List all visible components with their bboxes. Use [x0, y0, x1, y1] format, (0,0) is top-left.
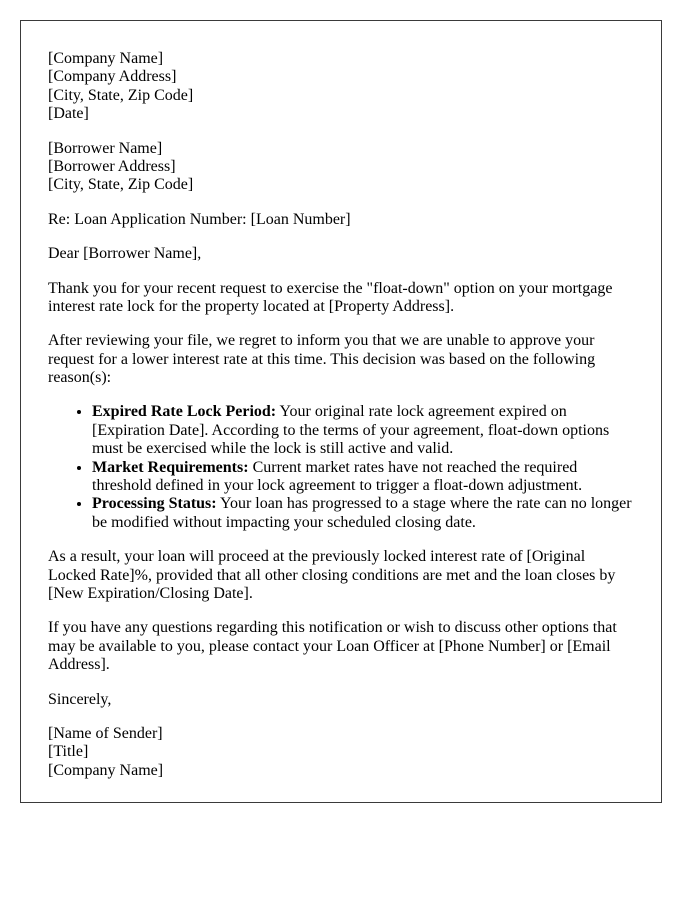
- paragraph-request-acknowledgement: Thank you for your recent request to exercise the "float-down" option on your mortgage interest rate lock for the property located at [Property Address].: [48, 279, 613, 315]
- sender-company-name: [Company Name]: [48, 50, 164, 67]
- reason-text: Your original rate lock agreement expired on [Expiration Date]. According to the terms of your agreement, float-down options must be exercised while the lock is still active and valid.: [92, 403, 610, 458]
- paragraph-decision: After reviewing your file, we regret to inform you that we are unable to approve your request for a lower interest rate at this time. This decision was based on the following reason(s):: [48, 332, 596, 387]
- salutation: Dear [Borrower Name],: [48, 245, 202, 263]
- sender-city-state-zip: [City, State, Zip Code]: [48, 86, 194, 104]
- signature-block: [48, 725, 633, 780]
- signature-sender-name: [Name of Sender]: [48, 724, 163, 742]
- letter-date: [Date]: [48, 105, 89, 123]
- signature-company-name: [Company Name]: [48, 761, 164, 779]
- reason-market-requirements: [92, 459, 633, 496]
- letter-page: [20, 20, 662, 803]
- signature-title: [Title]: [48, 743, 89, 761]
- reference-line: Re: Loan Application Number: [Loan Number]: [48, 210, 351, 228]
- reason-processing-status: [92, 495, 633, 532]
- recipient-block: [48, 140, 633, 195]
- reason-label: Market Requirements:: [92, 458, 249, 476]
- reason-text: Your loan has progressed to a stage where the rate can no longer be modified without impacting your scheduled closing date.: [92, 495, 632, 531]
- paragraph-result: As a result, your loan will proceed at the previously locked interest rate of [Original Locked Rate]%, provided that all other closing conditions are met and the loan closes by [New Expiration/Closing Date].: [48, 548, 616, 602]
- paragraph-contact-info: If you have any questions regarding this notification or wish to discuss other options that may be available to you, please contact your Loan Officer at [Phone Number] or [Email Address].: [48, 619, 617, 674]
- reason-text: Current market rates have not reached the required threshold defined in your lock agreement to trigger a float-down adjustment.: [92, 458, 583, 495]
- reason-label: Expired Rate Lock Period:: [92, 403, 277, 421]
- sender-block: [48, 50, 633, 124]
- sender-company-address: [Company Address]: [48, 68, 177, 86]
- recipient-city-state-zip: [City, State, Zip Code]: [48, 176, 194, 194]
- reason-expired-rate-lock: [92, 403, 633, 458]
- recipient-address: [Borrower Address]: [48, 157, 176, 175]
- recipient-name: [Borrower Name]: [48, 139, 163, 157]
- reasons-list: [48, 403, 633, 532]
- closing: Sincerely,: [48, 690, 112, 708]
- reason-label: Processing Status:: [92, 495, 217, 513]
